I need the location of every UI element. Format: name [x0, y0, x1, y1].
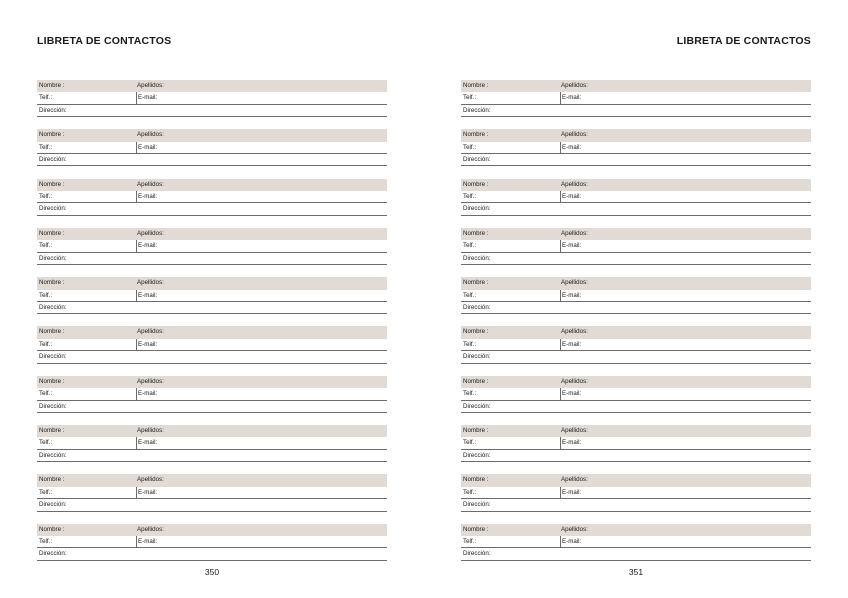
apellidos-label: Apellidos: [561, 180, 588, 188]
direccion-label: Dirección: [463, 550, 491, 558]
nombre-label: Nombre : [39, 476, 65, 484]
email-label: E-mail: [136, 240, 157, 251]
left-page [37, 0, 387, 598]
phone-row [461, 339, 811, 351]
name-row [37, 129, 387, 141]
address-row [37, 351, 387, 363]
email-label: E-mail: [136, 191, 157, 202]
telf-label: Telf.: [463, 439, 477, 447]
direccion-label: Dirección: [39, 402, 67, 410]
name-row [37, 228, 387, 240]
apellidos-label: Apellidos: [561, 328, 588, 336]
direccion-label: Dirección: [39, 156, 67, 164]
apellidos-label: Apellidos: [561, 525, 588, 533]
page-number: 351 [628, 567, 644, 577]
telf-label: Telf.: [39, 340, 53, 348]
page-title: LIBRETA DE CONTACTOS [676, 35, 811, 47]
address-row [37, 203, 387, 215]
email-label: E-mail: [560, 388, 581, 399]
direccion-label: Dirección: [463, 501, 491, 509]
nombre-label: Nombre : [39, 525, 65, 533]
telf-label: Telf.: [463, 488, 477, 496]
address-row [461, 401, 811, 413]
telf-label: Telf.: [463, 242, 477, 250]
address-row [461, 351, 811, 363]
contact-entry [461, 179, 811, 228]
contact-entries [461, 80, 811, 573]
telf-label: Telf.: [39, 291, 53, 299]
email-label: E-mail: [136, 536, 157, 547]
direccion-label: Dirección: [463, 402, 491, 410]
address-row [37, 450, 387, 462]
nombre-label: Nombre : [39, 229, 65, 237]
address-row [461, 450, 811, 462]
email-label: E-mail: [136, 339, 157, 350]
contact-entry [461, 326, 811, 375]
address-row [461, 253, 811, 265]
name-row [37, 474, 387, 486]
name-row [461, 80, 811, 92]
phone-row [461, 487, 811, 499]
apellidos-label: Apellidos: [137, 427, 164, 435]
direccion-label: Dirección: [39, 501, 67, 509]
phone-row [461, 388, 811, 400]
telf-label: Telf.: [463, 143, 477, 151]
phone-row [37, 92, 387, 104]
nombre-label: Nombre : [463, 180, 489, 188]
address-row [37, 105, 387, 117]
apellidos-label: Apellidos: [561, 377, 588, 385]
nombre-label: Nombre : [463, 377, 489, 385]
phone-row [461, 536, 811, 548]
address-row [37, 154, 387, 166]
name-row [461, 376, 811, 388]
email-label: E-mail: [560, 536, 581, 547]
telf-label: Telf.: [463, 291, 477, 299]
telf-label: Telf.: [463, 538, 477, 546]
telf-label: Telf.: [463, 192, 477, 200]
name-row [37, 425, 387, 437]
telf-label: Telf.: [39, 439, 53, 447]
apellidos-label: Apellidos: [137, 279, 164, 287]
contact-entry [37, 228, 387, 277]
phone-row [37, 487, 387, 499]
phone-row [37, 240, 387, 252]
phone-row [37, 536, 387, 548]
name-row [461, 179, 811, 191]
contact-entry [37, 277, 387, 326]
address-row [461, 105, 811, 117]
contact-entry [37, 326, 387, 375]
phone-row [37, 339, 387, 351]
email-label: E-mail: [136, 487, 157, 498]
name-row [461, 228, 811, 240]
contact-entry [37, 129, 387, 178]
address-row [37, 302, 387, 314]
direccion-label: Dirección: [463, 156, 491, 164]
nombre-label: Nombre : [39, 427, 65, 435]
right-page [461, 0, 811, 598]
apellidos-label: Apellidos: [137, 82, 164, 89]
telf-label: Telf.: [463, 94, 477, 102]
phone-row [37, 388, 387, 400]
nombre-label: Nombre : [463, 131, 489, 139]
email-label: E-mail: [560, 290, 581, 301]
contact-entry [37, 376, 387, 425]
address-row [461, 154, 811, 166]
address-row [37, 401, 387, 413]
address-row [37, 548, 387, 560]
apellidos-label: Apellidos: [137, 328, 164, 336]
apellidos-label: Apellidos: [561, 279, 588, 287]
email-label: E-mail: [560, 240, 581, 251]
apellidos-label: Apellidos: [137, 377, 164, 385]
telf-label: Telf.: [39, 390, 53, 398]
nombre-label: Nombre : [463, 328, 489, 336]
direccion-label: Dirección: [463, 353, 491, 361]
apellidos-label: Apellidos: [137, 180, 164, 188]
telf-label: Telf.: [39, 488, 53, 496]
address-row [37, 253, 387, 265]
apellidos-label: Apellidos: [137, 476, 164, 484]
name-row [461, 524, 811, 536]
contact-entry [461, 474, 811, 523]
name-row [461, 277, 811, 289]
address-row [461, 302, 811, 314]
apellidos-label: Apellidos: [561, 82, 588, 89]
contact-entry [461, 524, 811, 573]
email-label: E-mail: [136, 388, 157, 399]
name-row [37, 376, 387, 388]
address-row [461, 499, 811, 511]
telf-label: Telf.: [39, 538, 53, 546]
nombre-label: Nombre : [39, 131, 65, 139]
nombre-label: Nombre : [463, 279, 489, 287]
direccion-label: Dirección: [39, 353, 67, 361]
name-row [37, 179, 387, 191]
contact-entry [461, 80, 811, 129]
contact-entry [461, 425, 811, 474]
direccion-label: Dirección: [39, 550, 67, 558]
contact-entries [37, 80, 387, 573]
email-label: E-mail: [560, 339, 581, 350]
email-label: E-mail: [136, 142, 157, 153]
email-label: E-mail: [560, 92, 581, 103]
phone-row [37, 290, 387, 302]
email-label: E-mail: [136, 92, 157, 103]
nombre-label: Nombre : [39, 328, 65, 336]
email-label: E-mail: [560, 487, 581, 498]
telf-label: Telf.: [39, 192, 53, 200]
phone-row [461, 92, 811, 104]
page-number: 350 [204, 567, 220, 577]
email-label: E-mail: [136, 290, 157, 301]
name-row [37, 326, 387, 338]
name-row [461, 326, 811, 338]
page-title: LIBRETA DE CONTACTOS [37, 35, 172, 47]
apellidos-label: Apellidos: [561, 131, 588, 139]
telf-label: Telf.: [463, 390, 477, 398]
apellidos-label: Apellidos: [137, 525, 164, 533]
direccion-label: Dirección: [463, 106, 491, 114]
phone-row [461, 142, 811, 154]
phone-row [37, 191, 387, 203]
name-row [461, 129, 811, 141]
address-row [461, 548, 811, 560]
contact-entry [37, 80, 387, 129]
nombre-label: Nombre : [39, 82, 65, 89]
address-row [461, 203, 811, 215]
apellidos-label: Apellidos: [561, 427, 588, 435]
name-row [461, 425, 811, 437]
nombre-label: Nombre : [463, 525, 489, 533]
nombre-label: Nombre : [463, 82, 489, 89]
nombre-label: Nombre : [463, 476, 489, 484]
address-row [37, 499, 387, 511]
name-row [37, 524, 387, 536]
direccion-label: Dirección: [39, 205, 67, 213]
email-label: E-mail: [560, 191, 581, 202]
contact-entry [461, 228, 811, 277]
contact-entry [37, 425, 387, 474]
direccion-label: Dirección: [463, 303, 491, 311]
phone-row [461, 437, 811, 449]
name-row [461, 474, 811, 486]
apellidos-label: Apellidos: [137, 229, 164, 237]
phone-row [461, 240, 811, 252]
contact-entry [461, 376, 811, 425]
contact-entry [37, 524, 387, 573]
nombre-label: Nombre : [39, 180, 65, 188]
contact-entry [37, 179, 387, 228]
contact-entry [461, 277, 811, 326]
phone-row [37, 437, 387, 449]
name-row [37, 80, 387, 92]
apellidos-label: Apellidos: [561, 476, 588, 484]
email-label: E-mail: [560, 437, 581, 448]
direccion-label: Dirección: [463, 205, 491, 213]
direccion-label: Dirección: [39, 303, 67, 311]
phone-row [461, 290, 811, 302]
telf-label: Telf.: [463, 340, 477, 348]
direccion-label: Dirección: [39, 451, 67, 459]
phone-row [461, 191, 811, 203]
apellidos-label: Apellidos: [561, 229, 588, 237]
nombre-label: Nombre : [39, 279, 65, 287]
name-row [37, 277, 387, 289]
telf-label: Telf.: [39, 242, 53, 250]
phone-row [37, 142, 387, 154]
direccion-label: Dirección: [39, 106, 67, 114]
apellidos-label: Apellidos: [137, 131, 164, 139]
nombre-label: Nombre : [39, 377, 65, 385]
direccion-label: Dirección: [39, 254, 67, 262]
direccion-label: Dirección: [463, 254, 491, 262]
email-label: E-mail: [560, 142, 581, 153]
telf-label: Telf.: [39, 143, 53, 151]
nombre-label: Nombre : [463, 229, 489, 237]
telf-label: Telf.: [39, 94, 53, 102]
contact-entry [37, 474, 387, 523]
email-label: E-mail: [136, 437, 157, 448]
contact-entry [461, 129, 811, 178]
direccion-label: Dirección: [463, 451, 491, 459]
nombre-label: Nombre : [463, 427, 489, 435]
